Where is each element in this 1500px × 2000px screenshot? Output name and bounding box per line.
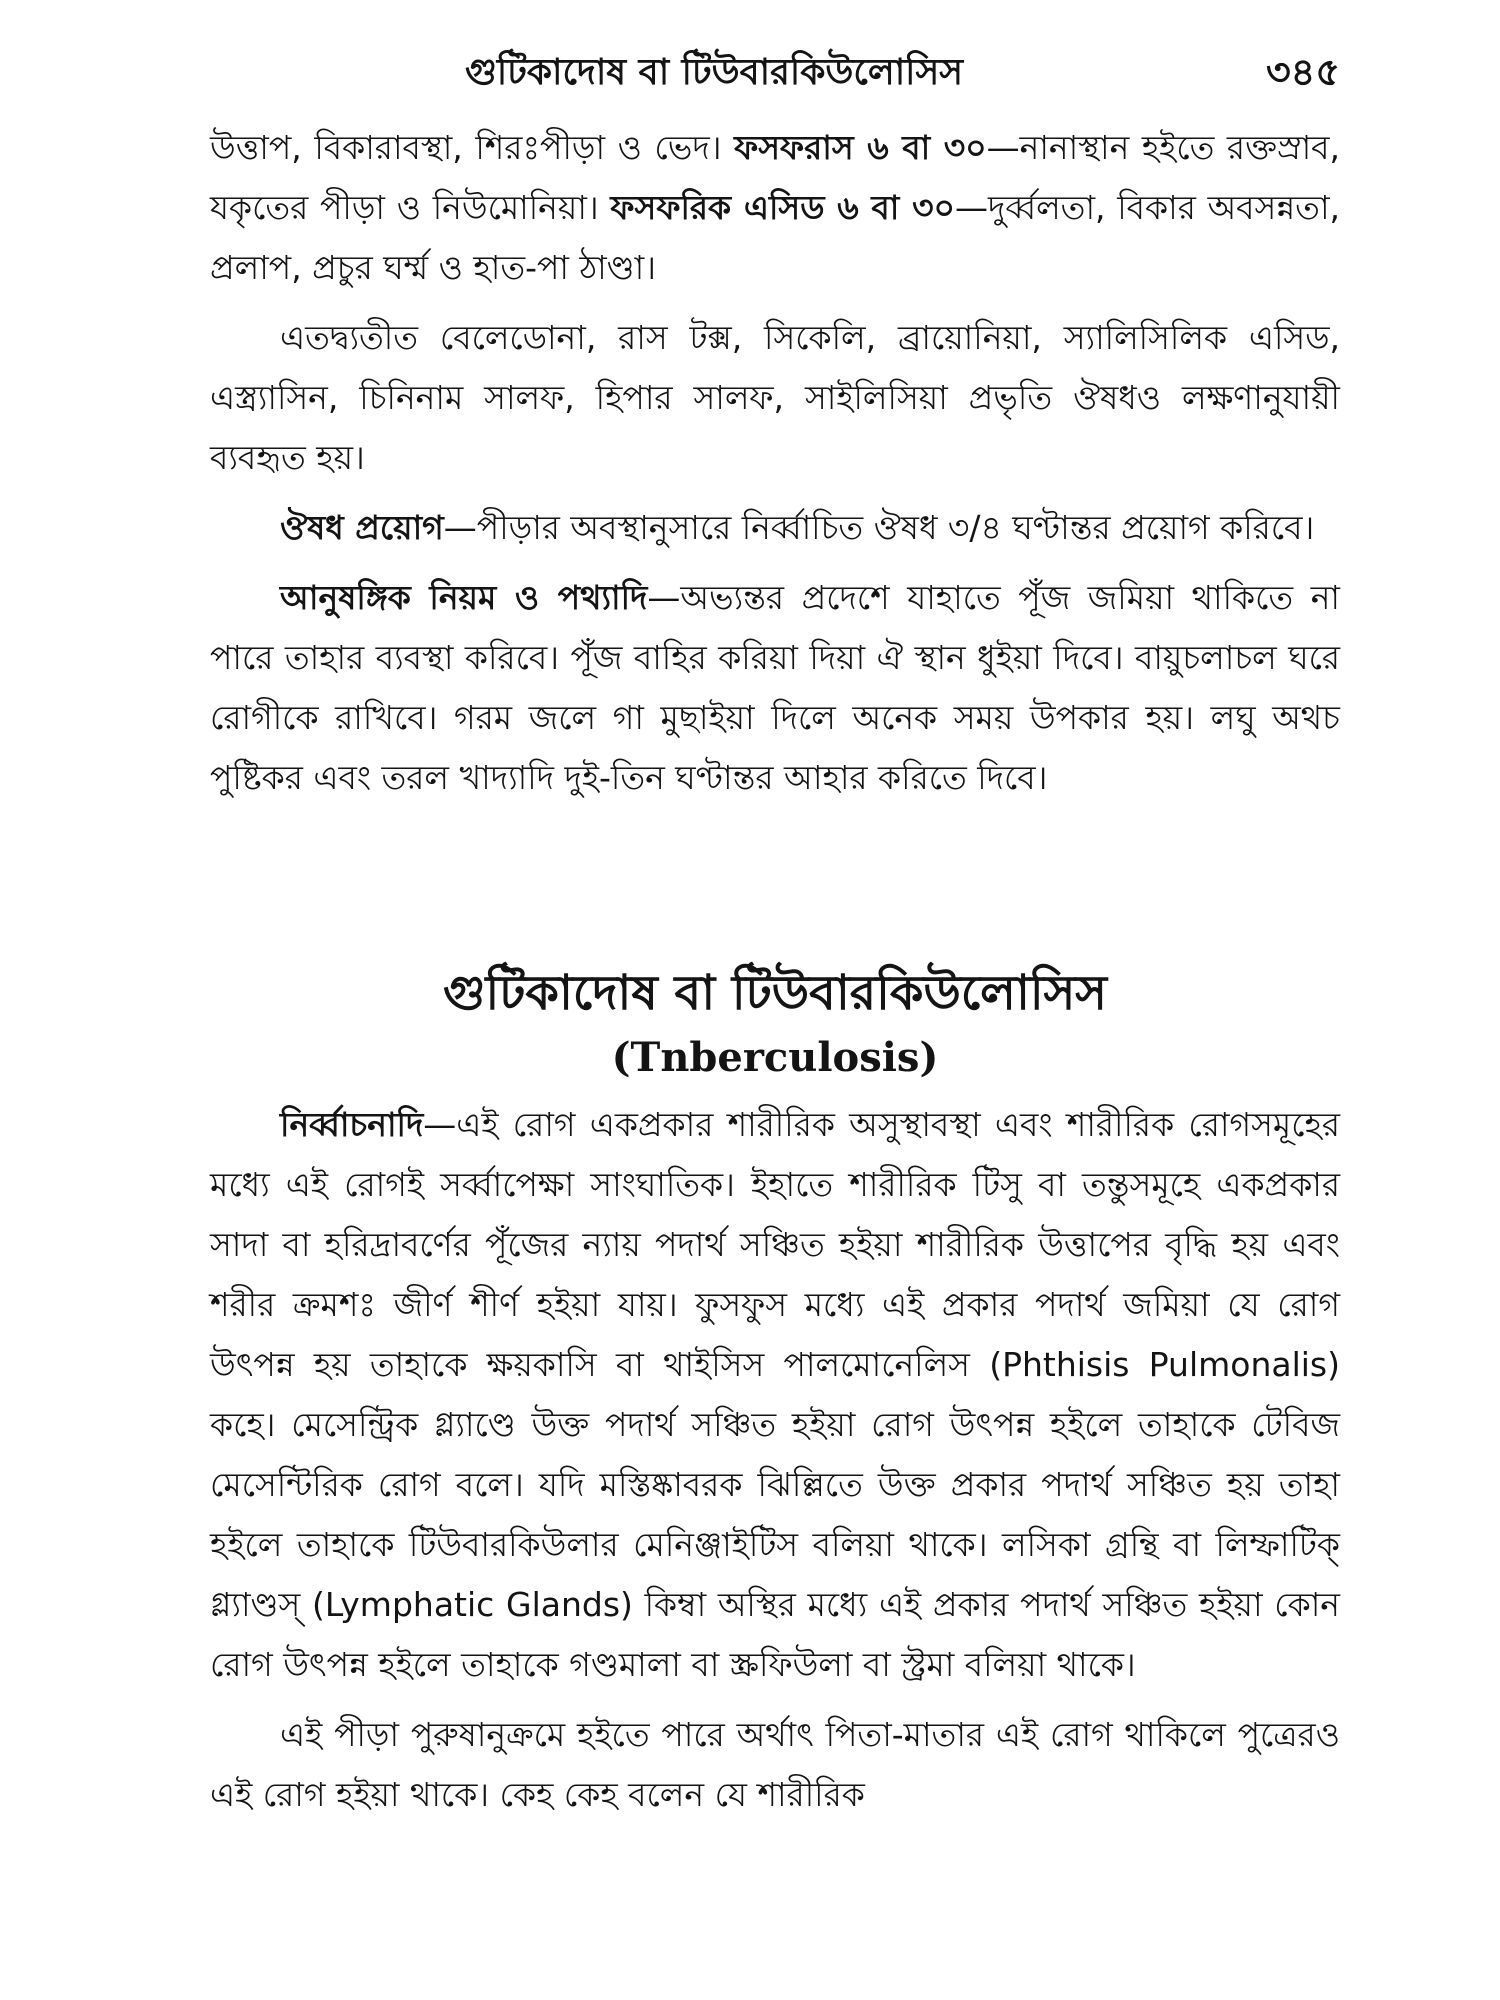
paragraph-text: —দুর্ব্বলতা, বিকার অবসন্নতা, প্রলাপ, প্রচুর ঘর্ম্ম ও হাত-পা ঠাণ্ডা। [210, 188, 1340, 287]
page-number: ৩৪৫ [1265, 49, 1340, 94]
paragraph-text: উত্তাপ, বিকারাবস্থা, শিরঃপীড়া ও ভেদ। [210, 128, 735, 167]
paragraph-text: —পীড়ার অবস্থানুসারে নির্ব্বাচিত ঔষধ ৩/৪ ঘণ্টান্তর প্রয়োগ করিবে। [443, 508, 1315, 547]
chapter-subtitle: (Tnberculosis) [611, 1034, 939, 1081]
bold-term: ফসফরিক এসিড ৬ বা ৩০ [610, 188, 956, 227]
paragraph [210, 118, 1340, 298]
paragraph [210, 1095, 1340, 1695]
paragraph-text: —অভ্যন্তর প্রদেশে যাহাতে পূঁজ জমিয়া থাকিতে না পারে তাহার ব্যবস্থা করিবে। পূঁজ বাহির করিয়া দিয়া ঐ স্থান ধুইয়া দিবে। বায়ুচলাচল ঘরে রোগীকে রাখিবে। গরম জলে গা মুছাইয়া দিলে অনেক সময় উপকার হয়। লঘু অথচ পুষ্টিকর এবং তরল খাদ্যাদি দুই-তিন ঘণ্টান্তর আহার করিতে দিবে। [210, 578, 1340, 797]
paragraph-text: এতদ্ব্যতীত বেলেডোনা, রাস টক্স, সিকেলি, ব্রায়োনিয়া, স্যালিসিলিক এসিড, এস্ত্র্যাসিন, চিনিনাম সালফ, হিপার সালফ, সাইলিসিয়া প্রভৃতি ঔষধও লক্ষণানুযায়ী ব্যবহৃত হয়। [210, 318, 1340, 477]
bold-term: আনুষঙ্গিক নিয়ম ও পথ্যাদি [280, 578, 648, 617]
paragraph [210, 498, 1340, 558]
body-text-bottom [210, 1095, 1340, 1825]
chapter-title: গুটিকাদোষ বা টিউবারকিউলোসিস [442, 965, 1108, 1021]
paragraph [210, 1705, 1340, 1825]
running-header [210, 42, 1340, 102]
body-text-top [210, 118, 1340, 808]
bold-term: ঔষধ প্রয়োগ [280, 508, 444, 547]
running-title: গুটিকাদোষ বা টিউবারকিউলোসিস [465, 51, 964, 93]
bold-term: নির্ব্বাচনাদি [280, 1105, 424, 1144]
paragraph-text: এই পীড়া পুরুষানুক্রমে হইতে পারে অর্থাৎ পিতা-মাতার এই রোগ থাকিলে পুত্রেরও এই রোগ হইয়া থাকে। কেহ কেহ বলেন যে শারীরিক [210, 1715, 1340, 1814]
paragraph-text: —নানাস্থান হইতে রক্তস্রাব, যকৃতের পীড়া ও নিউমোনিয়া। [210, 128, 1340, 227]
paragraph [210, 568, 1340, 808]
paragraph-text: —এই রোগ একপ্রকার শারীরিক অসুস্থাবস্থা এবং শারীরিক রোগসমূহের মধ্যে এই রোগই সর্ব্বাপেক্ষা সাংঘাতিক। ইহাতে শারীরিক টিসু বা তন্তুসমূহে একপ্রকার সাদা বা হরিদ্রাবর্ণের পূঁজের ন্যায় পদার্থ সঞ্চিত হইয়া শারীরিক উত্তাপের বৃদ্ধি হয় এবং শরীর ক্রমশঃ জীর্ণ শীর্ণ হইয়া যায়। ফুসফুস মধ্যে এই প্রকার পদার্থ জমিয়া যে রোগ উৎপন্ন হয় তাহাকে ক্ষয়কাসি বা থাইসিস পালমোনেলিস (Phthisis Pulmonalis) কহে। মেসেন্ট্রিক গ্ল্যাণ্ডে উক্ত পদার্থ সঞ্চিত হইয়া রোগ উৎপন্ন হইলে তাহাকে টেবিজ মেসেন্টিরিক রোগ বলে। যদি মস্তিষ্কাবরক ঝিল্লিতে উক্ত প্রকার পদার্থ সঞ্চিত হয় তাহা হইলে তাহাকে টিউবারকিউলার মেনিঞ্জাইটিস বলিয়া থাকে। লসিকা গ্রন্থি বা লিম্ফাটিক্ গ্ল্যাণ্ডস্ (Lymphatic Glands) কিম্বা অস্থির মধ্যে এই প্রকার পদার্থ সঞ্চিত হইয়া কোন রোগ উৎপন্ন হইলে তাহাকে গণ্ডমালা বা স্ক্রফিউলা বা স্ট্রমা বলিয়া থাকে। [210, 1105, 1340, 1684]
paragraph [210, 308, 1340, 488]
bold-term: ফসফরাস ৬ বা ৩০ [734, 128, 987, 167]
